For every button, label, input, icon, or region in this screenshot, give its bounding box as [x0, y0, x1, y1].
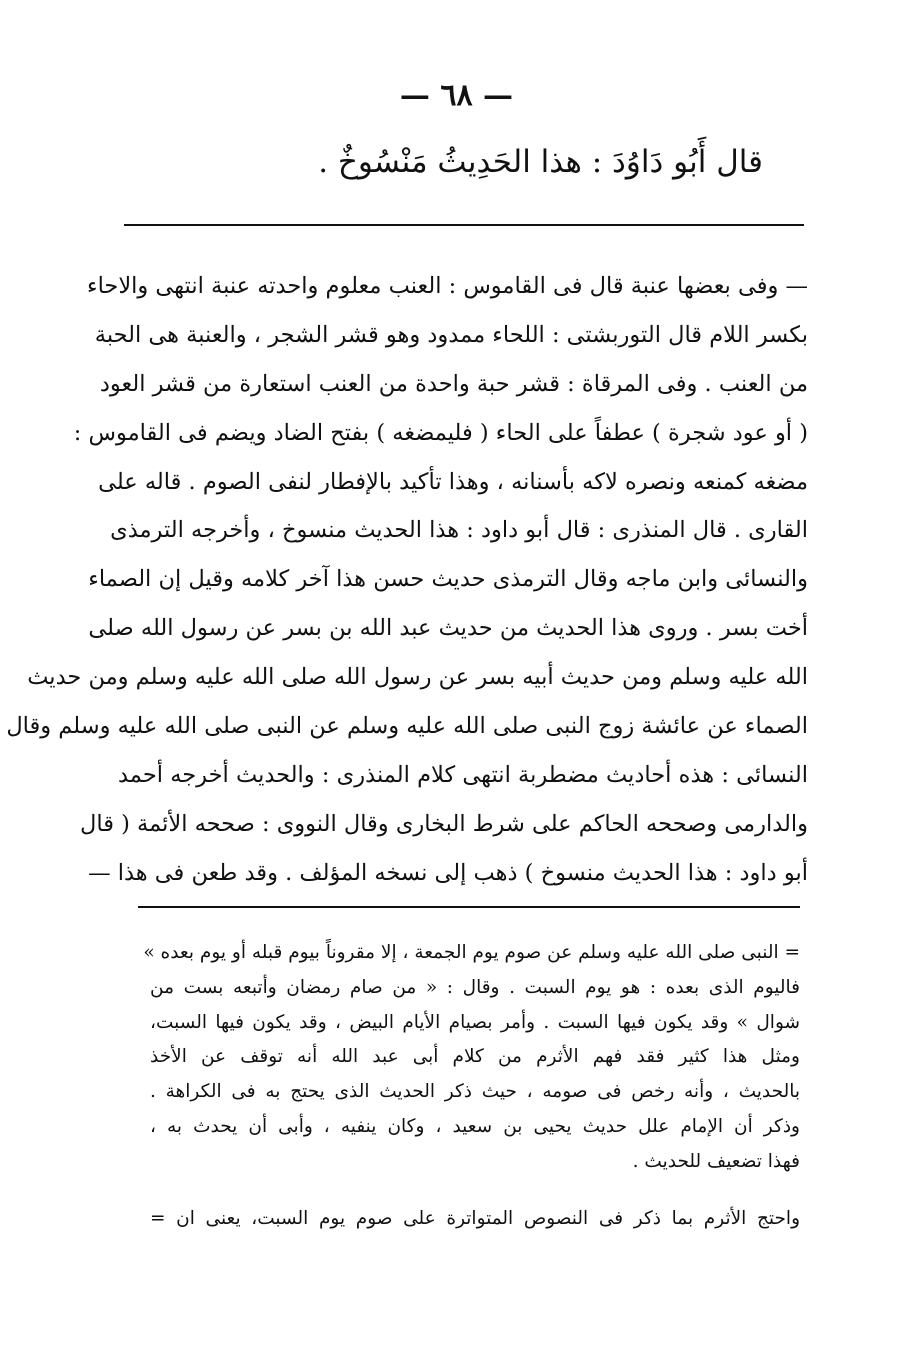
commentary-line: أبو داود : هذا الحديث منسوخ ) ذهب إلى نسخه المؤلف . وقد طعن فى هذا — [88, 859, 808, 886]
commentary-line: الصماء عن عائشة زوج النبى صلى الله عليه وسلم عن النبى صلى الله عليه وسلم وقال [6, 713, 808, 740]
commentary-line: القارى . قال المنذرى : قال أبو داود : هذا الحديث منسوخ ، وأخرجه الترمذى [110, 517, 808, 544]
commentary-line: والنسائى وابن ماجه وقال الترمذى حديث حسن هذا آخر كلامه وقيل إن الصماء [88, 566, 808, 593]
page-number: — ٦٨ — [399, 78, 514, 113]
footnote-line: ومثل هذا كثير فقد فهم الأثرم من كلام أبى عبد الله أنه توقف عن الأخذ [150, 1046, 800, 1068]
footnote-line: واحتج الأثرم بما ذكر فى النصوص المتواترة على صوم يوم السبت، يعنى ان = [150, 1207, 800, 1229]
footnote-line: فهذا تضعيف للحديث . [632, 1150, 800, 1172]
commentary-line: — وفى بعضها عنبة قال فى القاموس : العنب معلوم واحدته عنبة انتهى والاحاء [86, 273, 808, 299]
divider-footnotes [138, 906, 800, 908]
footnotes-block [143, 936, 800, 1236]
commentary-line: من العنب . وفى المرقاة : قشر حبة واحدة من العنب استعارة من قشر العود [99, 370, 808, 397]
footnote-line: شوال » وقد يكون فيها السبت . وأمر بصيام الأيام البيض ، وقد يكون فيها السبت، [150, 1011, 800, 1033]
commentary-block [6, 262, 808, 898]
commentary-line: مضغه كمنعه ونصره لاكه بأسنانه ، وهذا تأكيد بالإفطار لنفى الصوم . قاله على [98, 468, 808, 495]
commentary-line: أخت بسر . وروى هذا الحديث من حديث عبد الله بن بسر عن رسول الله صلى [88, 615, 808, 642]
commentary-line: والدارمى وصححه الحاكم على شرط البخارى وقال النووى : صححه الأئمة ( قال [79, 810, 808, 837]
footnote-line: بالحديث ، وأنه رخص فى صومه ، حيث ذكر الحديث الذى يحتج به فى الكراهة . [150, 1081, 800, 1103]
footnote-line: وذكر أن الإمام علل حديث يحيى بن سعيد ، وكان ينفيه ، وأبى أن يحدث به ، [150, 1115, 800, 1137]
footnote-line: = النبى صلى الله عليه وسلم عن صوم يوم الجمعة ، إلا مقروناً بيوم قبله أو يوم بعده » [143, 942, 800, 963]
footnote-line: فاليوم الذى بعده : هو يوم السبت . وقال : « من صام رمضان وأتبعه بست من [150, 976, 800, 998]
hadith-quote: قال أَبُو دَاوُدَ : هذا الحَدِيثُ مَنْسُوخٌ . [318, 144, 763, 180]
divider-top [124, 224, 804, 226]
commentary-line: بكسر اللام قال التوربشتى : اللحاء ممدود وهو قشر الشجر ، والعنبة هى الحبة [94, 321, 808, 348]
commentary-line: الله عليه وسلم ومن حديث أبيه بسر عن رسول الله صلى الله عليه وسلم ومن حديث [27, 664, 808, 691]
commentary-line: ( أو عود شجرة ) عطفاً على الحاء ( فليمضغه ) بفتح الضاد ويضم فى القاموس : [73, 419, 808, 446]
commentary-line: النسائى : هذه أحاديث مضطربة انتهى كلام المنذرى : والحديث أخرجه أحمد [118, 761, 808, 788]
